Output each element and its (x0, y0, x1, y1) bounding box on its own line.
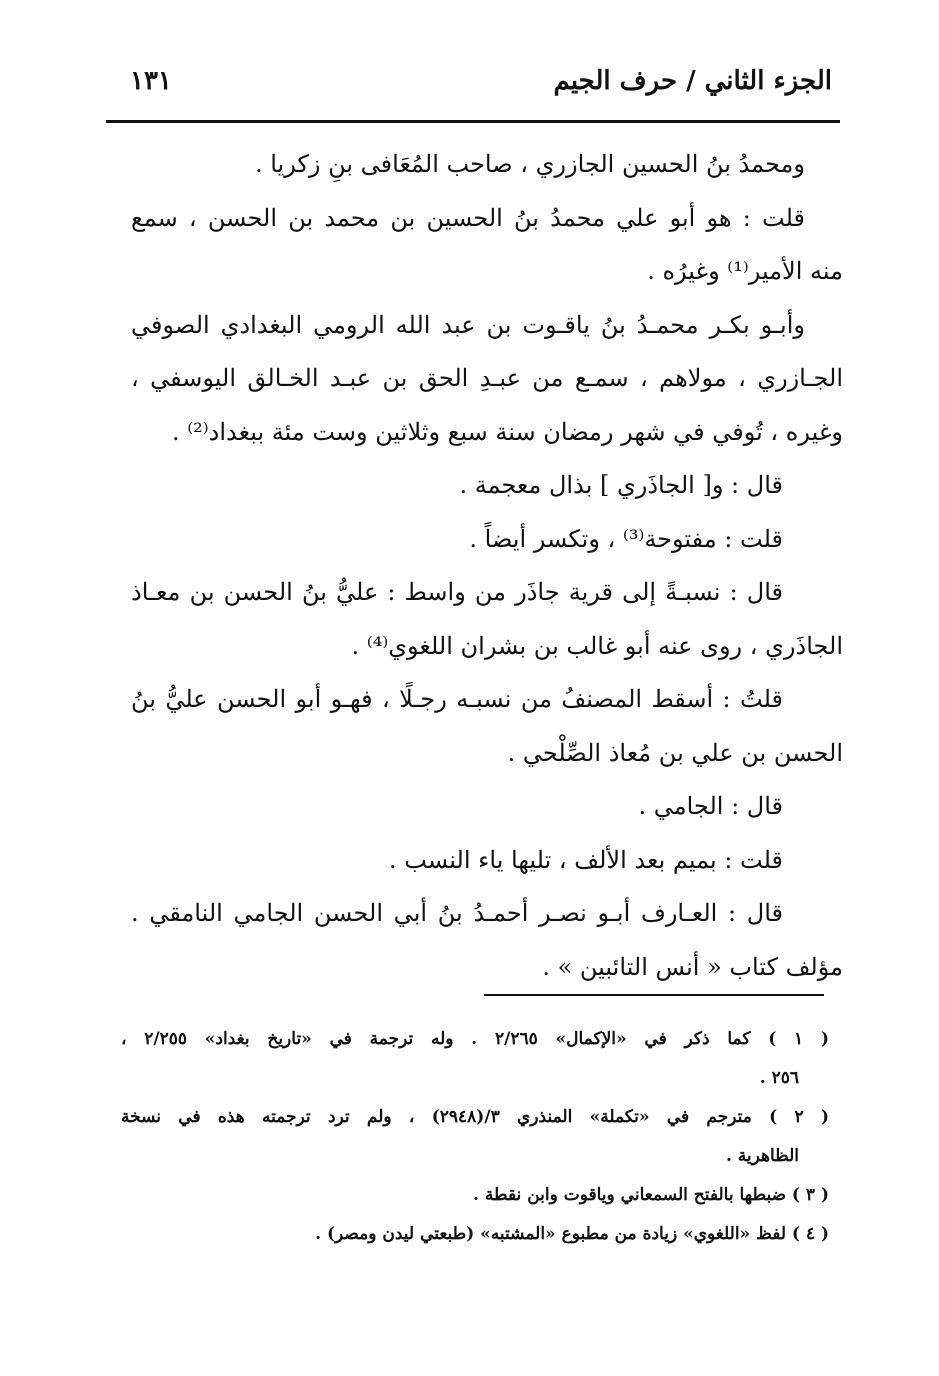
text-line: وغيره ، تُوفي في شهر رمضان سنة سبع وثلاثين وست مئة ببغداد⁽²⁾ . (172, 417, 843, 446)
text-line: قلت : هو أبو علي محمدُ بنُ الحسين بن محمد بن الحسن ، سمع (131, 203, 805, 232)
text-line: منه الأمير⁽¹⁾ وغيرُه . (647, 257, 843, 285)
footnote-line: ( ٤ ) لفظ «اللغوي» زيادة من مطبوع «المشتبه» (طبعتي ليدن ومصر) . (315, 1224, 829, 1244)
text-line: قلت : بميم بعد الألف ، تليها ياء النسب . (389, 845, 783, 874)
text-line: الحسن بن علي بن مُعاذ الصِّلْحي . (507, 738, 843, 767)
running-title: الجزء الثاني / حرف الجيم (553, 66, 832, 96)
text-line: الجـازري ، مولاهم ، سمـع من عبـدِ الحق بن عبـد الخـالق اليوسفي ، (131, 364, 843, 392)
text-line: مؤلف كتاب « أنس التائبين » . (542, 952, 843, 981)
footnote-line: ( ٣ ) ضبطها بالفتح السمعاني وياقوت وابن نقطة . (473, 1185, 829, 1205)
text-line: قال : الجامي . (638, 792, 783, 820)
footnote-line: ( ١ ) كما ذكر في «الإكمال» ٢/٢٦٥ . وله ترجمة في «تاريخ بغداد» ٢/٢٥٥ ، (121, 1029, 830, 1049)
text-line: قلتُ : أسقط المصنفُ من نسبـه رجـلًا ، فهـو أبو الحسن عليُّ بنُ (131, 685, 783, 713)
footnote-line: الظاهرية . (725, 1146, 799, 1166)
text-line: قال : و[ الجاذَري ] بذال معجمة . (459, 471, 783, 499)
footnotes (121, 1020, 829, 1254)
page-number: ١٣١ (130, 66, 172, 96)
footnote-line: ( ٢ ) مترجم في «تكملة» المنذري ٣/(٢٩٤٨) ، ولم ترد ترجمته هذه في نسخة (121, 1107, 829, 1127)
footnote-line: ٢٥٦ . (759, 1068, 799, 1088)
text-line: وأبـو بكـر محمـدُ بنُ ياقـوت بن عبد الله الرومي البغدادي الصوفي (131, 310, 805, 339)
header-divider (106, 120, 840, 123)
text-line: قال : العـارف أبـو نصـر أحمـدُ بنُ أبي الحسن الجامي النامقي . (131, 899, 783, 927)
text-line: قال : نسبـةً إلى قرية جاذَر من واسط : عليُّ بنُ الحسن بن معـاذ (131, 578, 783, 606)
page-header (120, 66, 832, 106)
main-text (131, 138, 843, 994)
text-line: ومحمدُ بنُ الحسين الجازري ، صاحب المُعَافى بنِ زكريا . (254, 150, 805, 178)
text-line: قلت : مفتوحة⁽³⁾ ، وتكسر أيضاً . (469, 524, 783, 553)
text-line: الجاذَري ، روى عنه أبو غالب بن بشران اللغوي⁽⁴⁾ . (351, 631, 843, 660)
footnote-divider (484, 994, 824, 996)
